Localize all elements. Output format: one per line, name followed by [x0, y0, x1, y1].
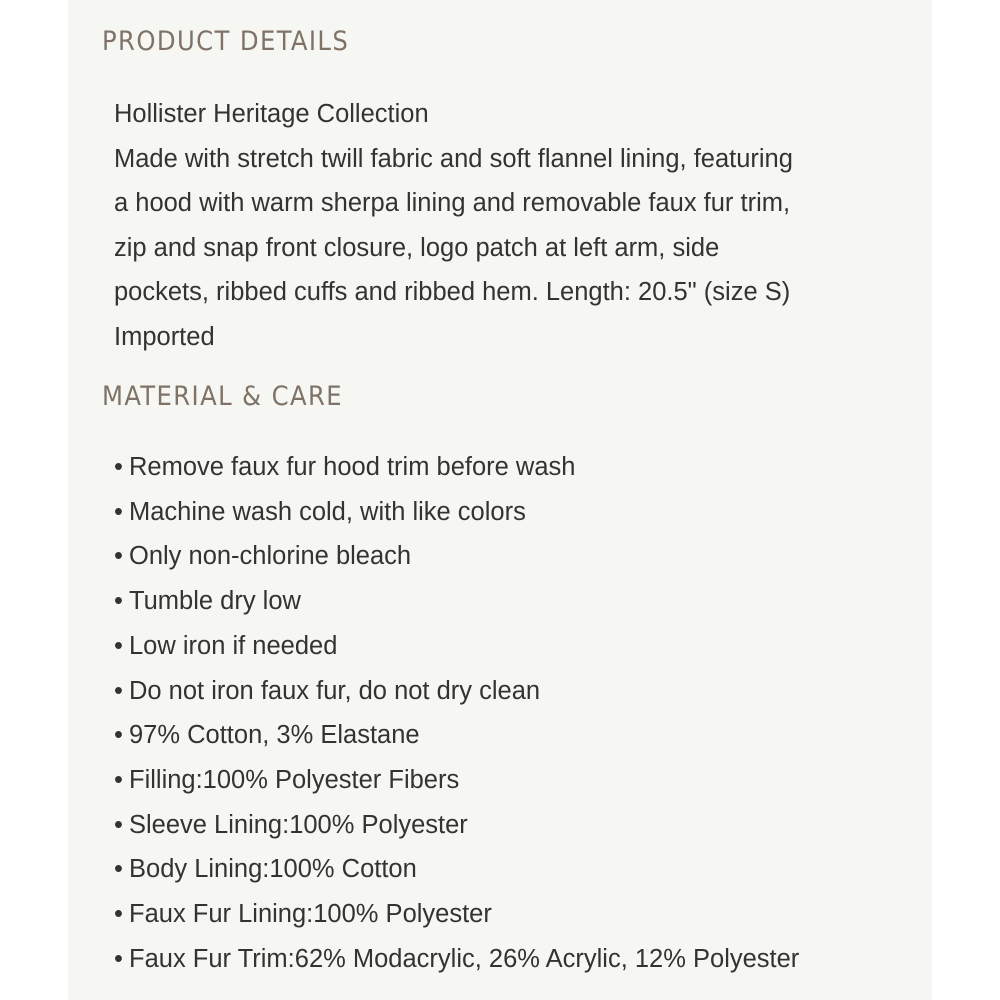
details-line: pockets, ribbed cuffs and ribbed hem. Length: 20.5" (size S) [114, 278, 791, 306]
care-item-text: Only non-chlorine bleach [129, 542, 412, 571]
care-item-text: Faux Fur Lining:100% Polyester [129, 900, 492, 929]
care-item-text: Machine wash cold, with like colors [129, 497, 526, 526]
details-line: a hood with warm sherpa lining and removable faux fur trim, [114, 189, 791, 217]
product-details-heading: PRODUCT DETAILS [102, 26, 350, 57]
bullet-icon: • [114, 631, 123, 660]
material-care-heading: MATERIAL & CARE [102, 381, 343, 412]
list-item [114, 445, 799, 490]
care-item-text: Faux Fur Trim:62% Modacrylic, 26% Acrylic, 12% Polyester [129, 944, 800, 973]
material-care-list [114, 445, 799, 981]
bullet-icon: • [114, 497, 123, 526]
care-item-text: 97% Cotton, 3% Elastane [129, 721, 420, 750]
list-item [114, 579, 799, 624]
bullet-icon: • [114, 810, 123, 839]
care-item-text: Low iron if needed [129, 631, 338, 660]
bullet-icon: • [114, 944, 123, 973]
bullet-icon: • [114, 587, 123, 616]
bullet-icon: • [114, 453, 123, 481]
list-item [114, 713, 799, 758]
details-line: Hollister Heritage Collection [114, 100, 429, 128]
list-item [114, 534, 799, 579]
bullet-icon: • [114, 542, 123, 571]
bullet-icon: • [114, 855, 123, 884]
bullet-icon: • [114, 765, 123, 794]
list-item [114, 892, 799, 937]
product-details-text [114, 92, 914, 359]
bullet-icon: • [114, 676, 123, 705]
care-item-text: Tumble dry low [129, 587, 301, 616]
care-item-text: Filling:100% Polyester Fibers [129, 765, 460, 794]
product-info-panel [68, 0, 932, 1000]
details-line: Made with stretch twill fabric and soft flannel lining, featuring [114, 144, 793, 173]
list-item [114, 490, 799, 535]
details-line: Imported [114, 322, 215, 351]
list-item [114, 937, 799, 982]
care-item-text: Do not iron faux fur, do not dry clean [129, 676, 541, 705]
list-item [114, 758, 799, 803]
care-item-text: Sleeve Lining:100% Polyester [129, 810, 468, 839]
list-item [114, 624, 799, 669]
details-line: zip and snap front closure, logo patch at left arm, side [114, 233, 720, 262]
care-item-text: Body Lining:100% Cotton [129, 855, 417, 884]
bullet-icon: • [114, 900, 123, 929]
list-item [114, 847, 799, 892]
list-item [114, 803, 799, 848]
care-item-text: Remove faux fur hood trim before wash [129, 453, 576, 481]
bullet-icon: • [114, 721, 123, 750]
list-item [114, 669, 799, 714]
